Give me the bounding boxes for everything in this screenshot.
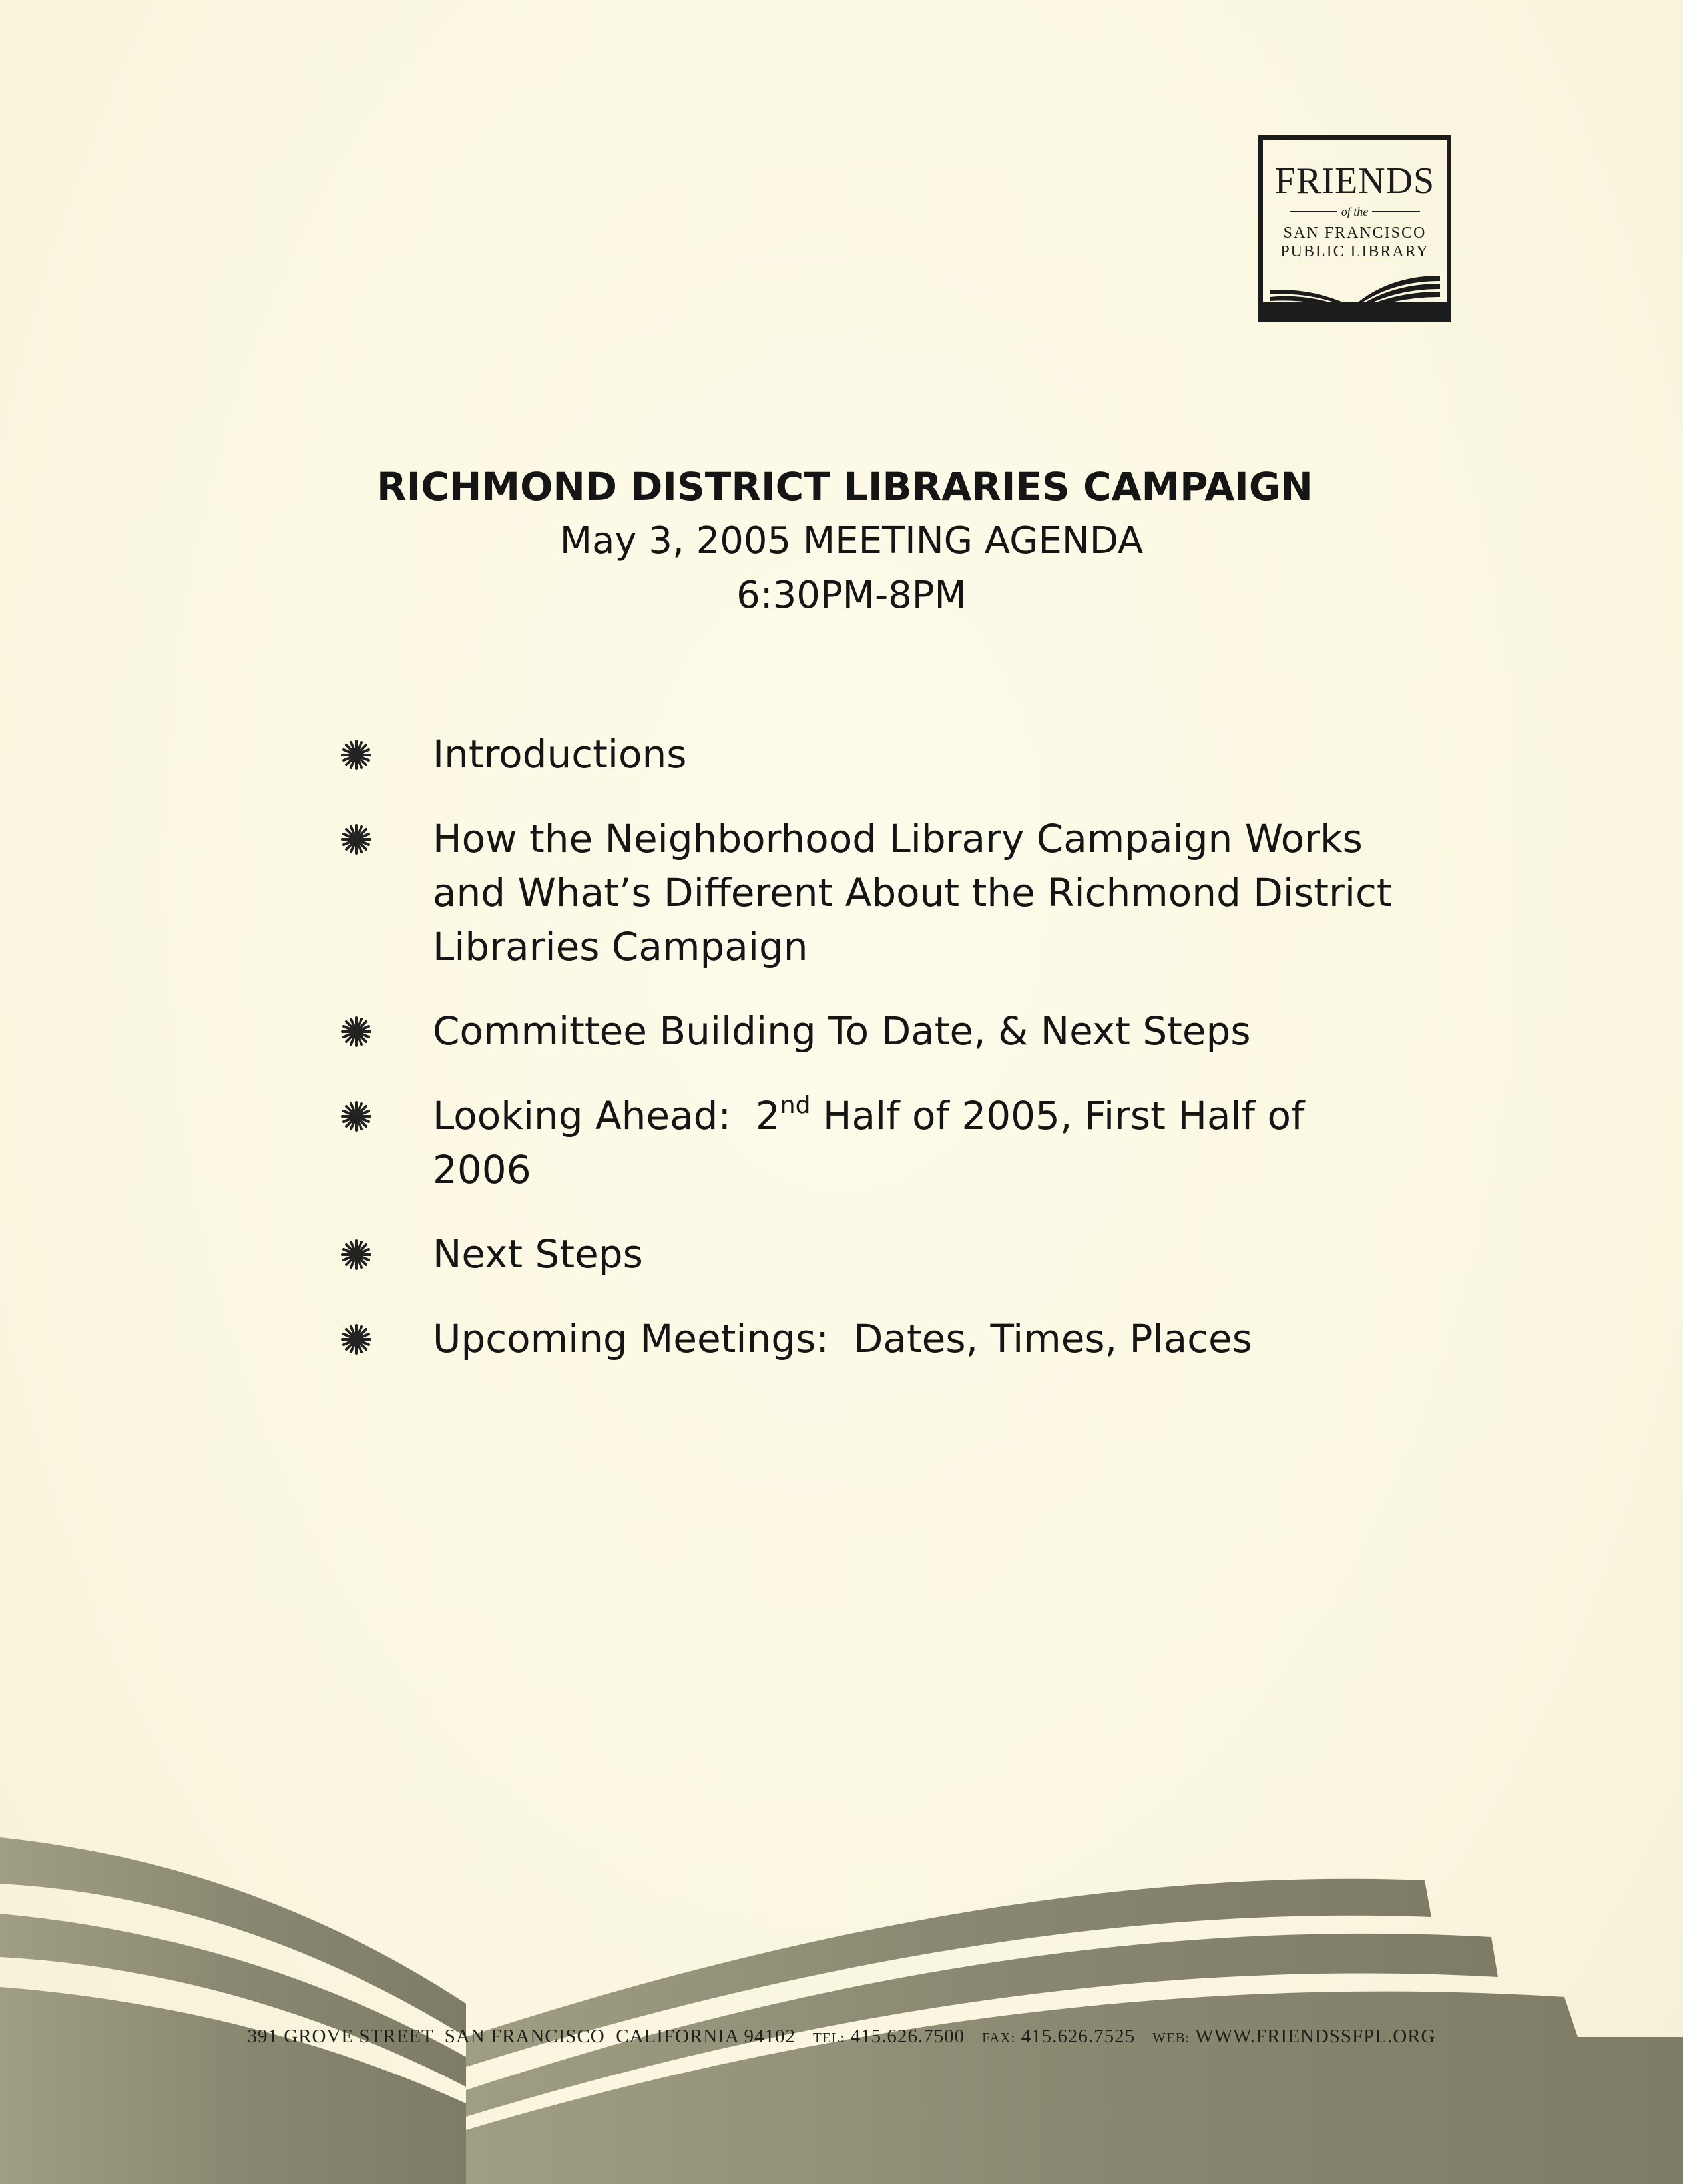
agenda-item-line: Libraries Campaign	[433, 924, 808, 969]
footer-contact-line	[0, 2026, 1683, 2048]
agenda-heading	[0, 459, 1683, 623]
open-book-icon	[1263, 264, 1447, 317]
agenda-item	[340, 812, 1471, 974]
logo-rule-right	[1372, 211, 1420, 212]
open-book-footer-graphic	[0, 1837, 1683, 2184]
logo-friends-text: FRIENDS	[1274, 160, 1435, 202]
asterisk-star-icon	[340, 1238, 373, 1271]
logo-of-the-text: of the	[1341, 204, 1369, 218]
meeting-date: May 3, 2005 MEETING AGENDA	[559, 519, 1144, 562]
meeting-time: 6:30PM-8PM	[736, 574, 967, 617]
logo-line-san-francisco: SAN FRANCISCO	[1283, 224, 1427, 242]
logo-line-public-library: PUBLIC LIBRARY	[1280, 243, 1429, 260]
fax-number: 415.626.7525	[1021, 2026, 1136, 2047]
friends-sfpl-logo	[1258, 135, 1451, 322]
agenda-item-prefix: Looking Ahead: 2	[433, 1093, 780, 1138]
agenda-list	[340, 728, 1471, 1397]
footer-address: 391 GROVE STREET SAN FRANCISCO CALIFORNIA 94102	[247, 2026, 796, 2047]
logo-of-the-row	[1290, 204, 1420, 219]
ordinal-suffix: nd	[780, 1092, 811, 1119]
asterisk-star-icon	[340, 1323, 373, 1356]
agenda-item-text: Upcoming Meetings: Dates, Times, Places	[433, 1316, 1252, 1361]
agenda-item-text: Committee Building To Date, & Next Steps	[433, 1008, 1251, 1054]
tel-label: TEL:	[813, 2030, 845, 2046]
agenda-item	[340, 1312, 1471, 1366]
agenda-item-line	[433, 1089, 1471, 1143]
agenda-item-text: Introductions	[433, 732, 687, 777]
asterisk-star-icon	[340, 1100, 373, 1133]
web-url: WWW.FRIENDSSFPL.ORG	[1195, 2026, 1436, 2047]
asterisk-star-icon	[340, 1015, 373, 1048]
agenda-item-text: Next Steps	[433, 1231, 643, 1277]
agenda-item	[340, 728, 1471, 781]
web-label: WEB:	[1152, 2030, 1190, 2046]
logo-rule-left	[1290, 211, 1337, 212]
agenda-item-suffix: Half of 2005, First Half of	[810, 1093, 1305, 1138]
campaign-title: RICHMOND DISTRICT LIBRARIES CAMPAIGN	[377, 464, 1313, 509]
agenda-item	[340, 1089, 1471, 1197]
tel-number: 415.626.7500	[850, 2026, 965, 2047]
agenda-item-line: 2006	[433, 1147, 531, 1192]
agenda-item	[340, 1227, 1471, 1281]
asterisk-star-icon	[340, 823, 373, 856]
asterisk-star-icon	[340, 738, 373, 771]
agenda-item	[340, 1004, 1471, 1058]
fax-label: FAX:	[982, 2030, 1016, 2046]
agenda-item-line: and What’s Different About the Richmond District	[433, 870, 1392, 915]
agenda-item-line: How the Neighborhood Library Campaign Works	[433, 816, 1363, 861]
